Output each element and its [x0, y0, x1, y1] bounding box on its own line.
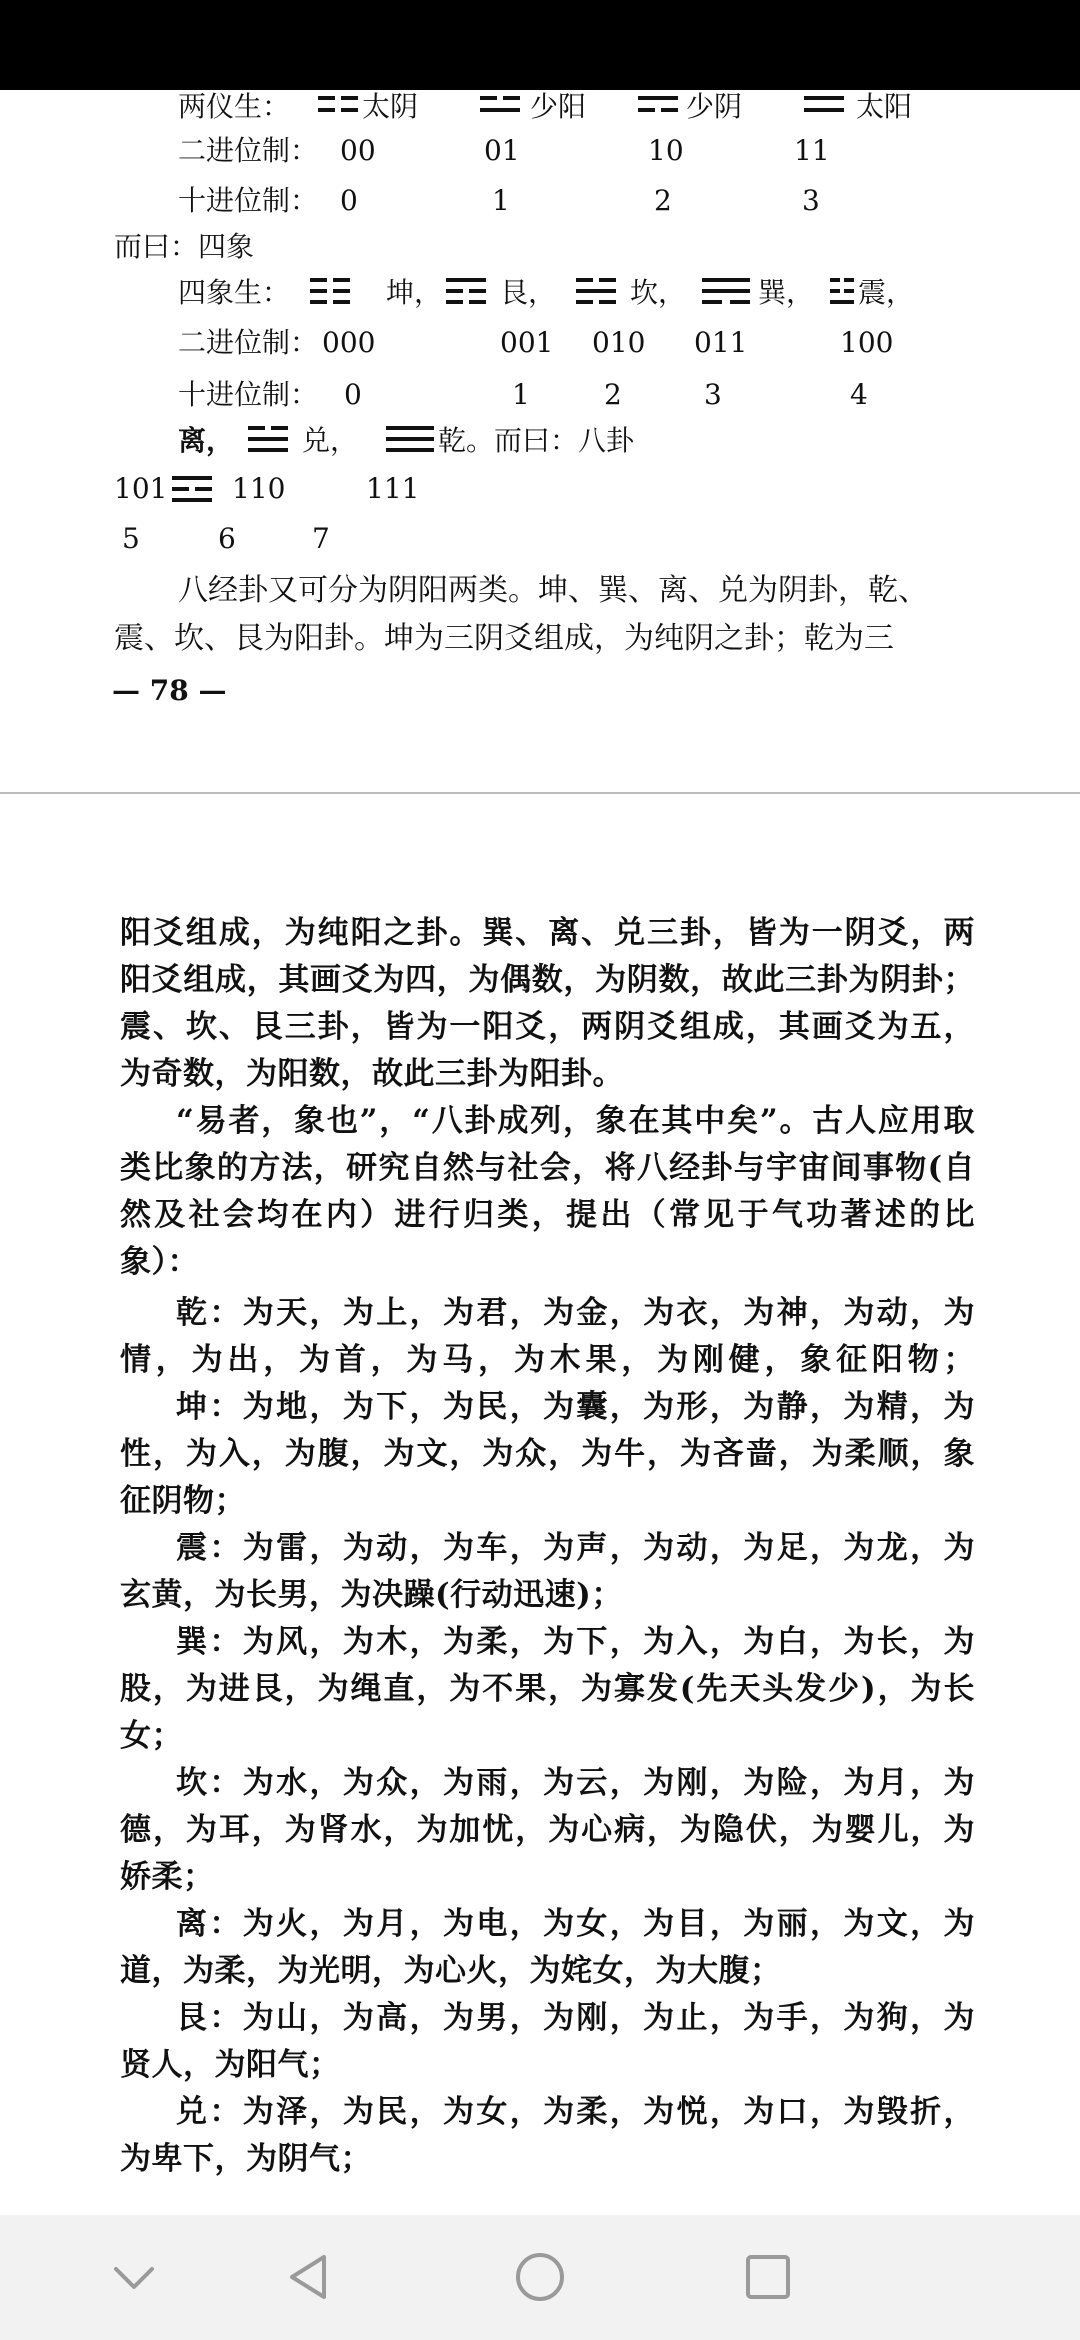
text-line: 巽：为风，为木，为柔，为下，为入，为白，为长，为: [176, 1624, 975, 1660]
row5-name: 艮，: [500, 276, 557, 309]
home-circle-icon[interactable]: [508, 2245, 572, 2309]
row5-name: 坤，: [386, 276, 443, 309]
row6-val: 010: [592, 326, 646, 359]
row8-qian: 乾。而曰：八卦: [438, 424, 635, 457]
book-page-78: [0, 90, 1080, 790]
text-line: 为卑下，为阴气；: [120, 2141, 372, 2177]
status-bar: [0, 0, 1080, 90]
row6-val: 001: [500, 326, 554, 359]
row8-dui: 兑，: [302, 424, 359, 457]
kan-trigram: [576, 276, 616, 306]
qian-trigram: [386, 424, 434, 454]
row5-name: 震，: [858, 276, 915, 309]
row10-val: 7: [312, 522, 330, 555]
row9-val: 101: [114, 472, 168, 505]
zhen-trigram: [830, 276, 854, 306]
row4-text: 而曰：四象: [114, 230, 255, 263]
li-trigram: [172, 474, 212, 504]
row7-val: 1: [512, 378, 530, 411]
text-line: 为奇数，为阳数，故此三卦为阳卦。: [120, 1056, 624, 1092]
text-line: 情，为出，为首，为马，为木果，为刚健，象征阳物；: [120, 1342, 975, 1378]
row5-label: 四象生：: [178, 276, 291, 309]
chevron-down-icon[interactable]: [102, 2245, 166, 2309]
paragraph-line-2: 震、坎、艮为阳卦。坤为三阴爻组成，为纯阴之卦；乾为三: [114, 621, 894, 656]
xun-trigram: [702, 276, 750, 306]
gen-trigram: [446, 276, 486, 306]
shaoyang-symbol: [480, 94, 520, 118]
text-line: 贤人，为阳气；: [120, 2047, 341, 2083]
row7-val: 4: [850, 378, 868, 411]
page-body-text: [120, 910, 975, 2183]
row1-label: 两仪生：: [178, 90, 291, 123]
row6-val: 011: [694, 326, 748, 359]
text-line: 玄黄，为长男，为决躁(行动迅速)；: [120, 1577, 623, 1613]
text-line: 阳爻组成，为纯阳之卦。巽、离、兑三卦，皆为一阴爻，两: [120, 915, 975, 951]
page-number: — 78 —: [112, 674, 227, 707]
row3-val: 1: [492, 184, 510, 217]
text-line: 离：为火，为月，为电，为女，为目，为丽，为文，为: [176, 1906, 975, 1942]
text-line: 征阴物；: [120, 1483, 246, 1519]
taiyang-symbol: [804, 94, 844, 118]
row10-val: 5: [122, 522, 140, 555]
row3-val: 0: [340, 184, 358, 217]
row5-name: 巽，: [758, 276, 815, 309]
row6-val: 000: [322, 326, 376, 359]
row9-val: 110: [232, 472, 286, 505]
text-line: 象）：: [120, 1244, 199, 1280]
text-line: 艮：为山，为高，为男，为刚，为止，为手，为狗，为: [176, 2000, 975, 2036]
row2-val: 10: [648, 134, 684, 167]
row1-name-1: 太阴: [362, 90, 419, 123]
row6-label: 二进位制：: [178, 326, 319, 359]
row2-label: 二进位制：: [178, 134, 319, 167]
row7-val: 3: [704, 378, 722, 411]
text-line: 股，为进艮，为绳直，为不果，为寡发(先天头发少)，为长: [120, 1671, 975, 1707]
text-line: 阳爻组成，其画爻为四，为偶数，为阴数，故此三卦为阴卦；: [120, 962, 975, 998]
shaoyin-symbol: [638, 94, 678, 118]
row9-val: 111: [366, 472, 420, 505]
dui-trigram: [248, 424, 288, 454]
text-line: 然及社会均在内）进行归类，提出（常见于气功著述的比: [120, 1197, 975, 1233]
row7-val: 2: [604, 378, 622, 411]
back-triangle-icon[interactable]: [278, 2245, 342, 2309]
kun-trigram: [310, 276, 350, 306]
row1-name-4: 太阳: [856, 90, 913, 123]
row5-name: 坎，: [630, 276, 687, 309]
row7-label: 十进位制：: [178, 378, 319, 411]
text-line: 坤：为地，为下，为民，为囊，为形，为静，为精，为: [176, 1389, 975, 1425]
text-line: 女；: [120, 1718, 183, 1754]
row2-val: 11: [794, 134, 830, 167]
row3-val: 2: [654, 184, 672, 217]
row1-name-3: 少阴: [686, 90, 743, 123]
paragraph-line-1: 八经卦又可分为阴阳两类。坤、巽、离、兑为阴卦，乾、: [178, 573, 928, 608]
text-line: 娇柔；: [120, 1859, 215, 1895]
text-line: 兑：为泽，为民，为女，为柔，为悦，为口，为毁折，: [176, 2094, 975, 2130]
page-divider: [0, 792, 1080, 794]
text-line: 德，为耳，为肾水，为加忧，为心病，为隐伏，为婴儿，为: [120, 1812, 975, 1848]
row3-label: 十进位制：: [178, 184, 319, 217]
row1-name-2: 少阳: [530, 90, 587, 123]
text-line: 道，为柔，为光明，为心火，为姹女，为大腹；: [120, 1953, 782, 1989]
row6-val: 100: [840, 326, 894, 359]
text-line: 性，为入，为腹，为文，为众，为牛，为吝啬，为柔顺，象: [120, 1436, 975, 1472]
recents-square-icon[interactable]: [736, 2245, 800, 2309]
row7-val: 0: [344, 378, 362, 411]
text-line: “易者，象也”，“八卦成列，象在其中矣”。古人应用取: [176, 1103, 975, 1139]
row2-val: 00: [340, 134, 376, 167]
book-page-79: [0, 795, 1080, 2215]
row8-li: 离，: [178, 424, 235, 457]
row2-val: 01: [484, 134, 520, 167]
text-line: 坎：为水，为众，为雨，为云，为刚，为险，为月，为: [176, 1765, 975, 1801]
text-line: 乾：为天，为上，为君，为金，为衣，为神，为动，为: [176, 1295, 975, 1331]
row3-val: 3: [802, 184, 820, 217]
navigation-bar: [0, 2215, 1080, 2340]
text-line: 震：为雷，为动，为车，为声，为动，为足，为龙，为: [176, 1530, 975, 1566]
taiyin-symbol: [318, 94, 358, 118]
text-line: 震、坎、艮三卦，皆为一阳爻，两阴爻组成，其画爻为五，: [120, 1009, 975, 1045]
row10-val: 6: [218, 522, 236, 555]
text-line: 类比象的方法，研究自然与社会，将八经卦与宇宙间事物(自: [120, 1150, 975, 1186]
